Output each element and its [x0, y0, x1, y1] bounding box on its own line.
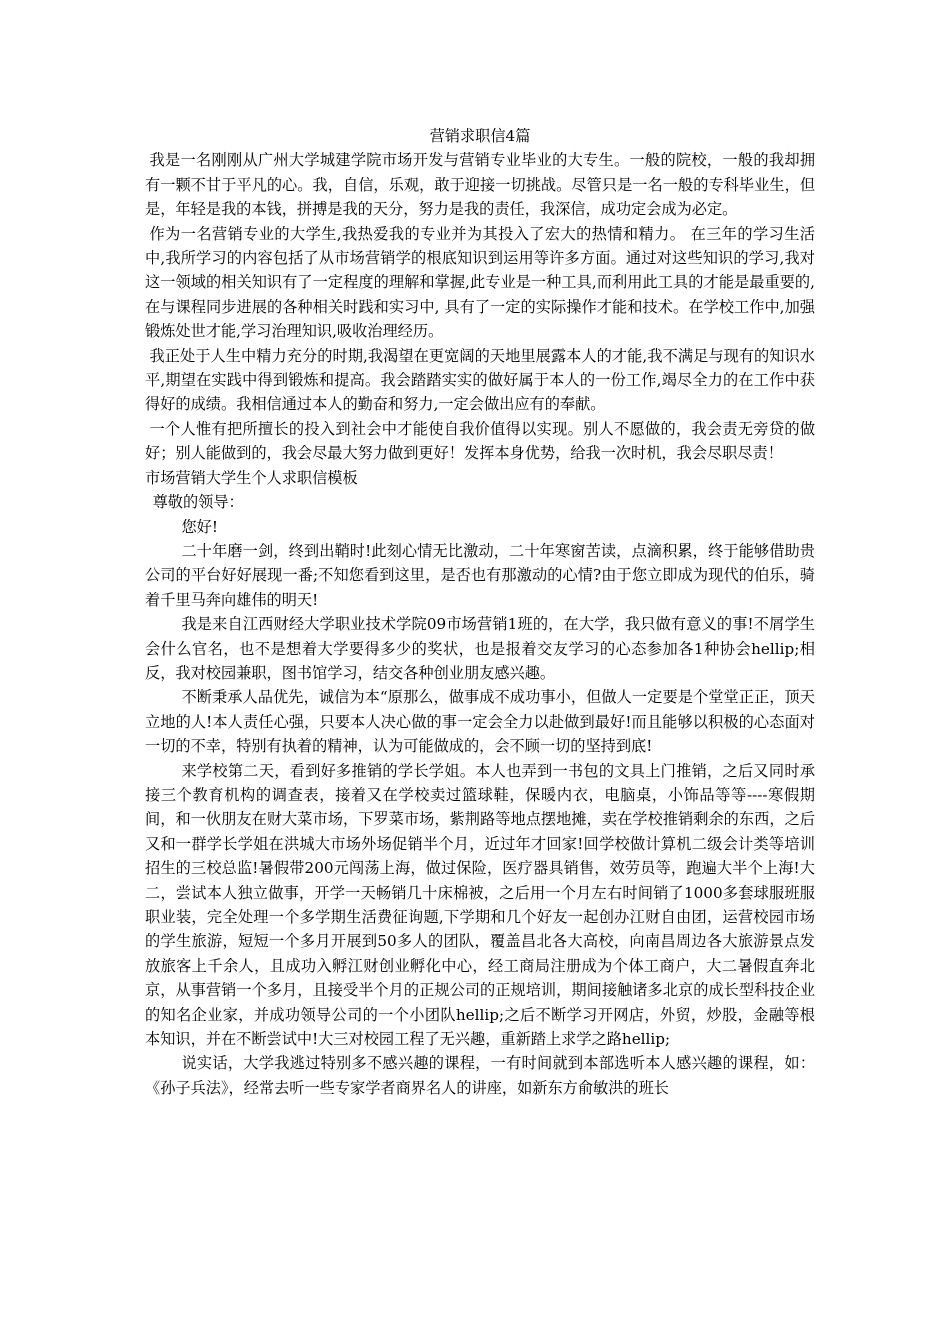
body-paragraph-4: 来学校第二天，看到好多推销的学长学姐。本人也弄到一书包的文具上门推销，之后又同时承接三个教育机构的调查表，接着又在学校卖过篮球鞋，保暖内衣，电脑桌，小饰品等等----寒假期间，和一伙朋友在财大菜市场，下罗菜市场，紫荆路等地点摆地摊，卖在学校推销剩余的东西，之后又和一群学长学姐在洪城大市场外场促销半个月，近过年才回家!回学校做计算机二级会计类等培训招生的三校总监!暑假带200元闯荡上海，做过保险，医疗器具销售，效劳员等，跑遍大半个上海!大二，尝试本人独立做事，开学一天畅销几十床棉被，之后用一个月左右时间销了1000多套球服班服职业装，完全处理一个多学期生活费征询题,下学期和几个好友一起创办江财自由团，运营校园市场的学生旅游，短短一个多月开展到50多人的团队，覆盖昌北各大高校，向南昌周边各大旅游景点发放旅客上千余人，且成功入孵江财创业孵化中心，经工商局注册成为个体工商户，大二暑假直奔北京，从事营销一个多月，且接受半个月的正规公司的正规培训，期间接触诸多北京的成长型科技企业的知名企业家，并成功领导公司的一个小团队hellip;之后不断学习开网店，外贸，炒股，金融等根本知识，并在不断尝试中!大三对校园工程了无兴趣，重新踏上求学之路hellip;: [145, 761, 815, 1049]
letter-subtitle: 市场营销大学生个人求职信模板: [145, 468, 358, 487]
intro-paragraph-1: 我是一名刚刚从广州大学城建学院市场开发与营销专业毕业的大专生。一般的院校，一般的我却拥有一颗不甘于平凡的心。我，自信，乐观，敢于迎接一切挑战。尽管只是一名一般的专科毕业生，但是，年轻是我的本钱，拼搏是我的天分，努力是我的责任，我深信，成功定会成为必定。: [145, 151, 815, 219]
body-paragraph-5: 说实话，大学我逃过特别多不感兴趣的课程，一有时间就到本部选听本人感兴趣的课程，如：《孙子兵法》，经常去听一些专家学者商界名人的讲座，如新东方俞敏洪的班长: [145, 1054, 815, 1097]
intro-paragraph-3: 我正处于人生中精力充分的时期,我渴望在更宽阔的天地里展露本人的才能,我不满足与现有的知识水平,期望在实践中得到锻炼和提高。我会踏踏实实的做好属于本人的一份工作,竭尽全力的在工作中获得好的成绩。我相信通过本人的勤奋和努力,一定会做出应有的奉献。: [145, 346, 815, 414]
body-paragraph-3: 不断秉承人品优先，诚信为本“原那么，做事成不成功事小，但做人一定要是个堂堂正正，顶天立地的人!本人责任心强，只要本人决心做的事一定会全力以赴做到最好!而且能够以积极的心态面对一切的不幸，特别有执着的精神，认为可能做成的，会不顾一切的坚持到底!: [145, 688, 815, 756]
body-paragraph-1: 二十年磨一剑，终到出鞘时!此刻心情无比激动，二十年寒窗苦读，点滴积累，终于能够借助贵公司的平台好好展现一番;不知您看到这里，是否也有那激动的心情?由于您立即成为现代的伯乐，骑着千里马奔向雄伟的明天!: [145, 541, 815, 609]
intro-paragraph-4: 一个人惟有把所擅长的投入到社会中才能使自我价值得以实现。别人不愿做的，我会责无旁贷的做好；别人能做到的，我会尽最大努力做到更好！发挥本身优势，给我一次时机，我会尽职尽责！: [145, 419, 815, 463]
intro-paragraph-2: 作为一名营销专业的大学生,我热爱我的专业并为其投入了宏大的热情和精力。 在三年的学习生活中,我所学习的内容包括了从市场营销学的根底知识到运用等许多方面。通过对这些知识的学习,我对这一领域的相关知识有了一定程度的理解和掌握,此专业是一种工具,而利用此工具的才能是最重要的,在与课程同步进展的各种相关时践和实习中, 具有了一定的实际操作才能和技术。在学校工作中,加强锻炼处世才能,学习治理知识,吸收治理经历。: [145, 224, 815, 341]
salutation: 尊敬的领导：: [152, 493, 244, 512]
document-title: 营销求职信4篇: [429, 127, 531, 145]
greeting: 您好!: [181, 517, 218, 536]
document-page: [145, 124, 815, 1100]
body-paragraph-2: 我是来自江西财经大学职业技术学院09市场营销1班的，在大学，我只做有意义的事!不屑学生会什么官名，也不是想着大学要得多少的奖状，也是报着交友学习的心态参加各1种协会hellip;相反，我对校园兼职，图书馆学习，结交各种创业朋友感兴趣。: [145, 615, 815, 682]
